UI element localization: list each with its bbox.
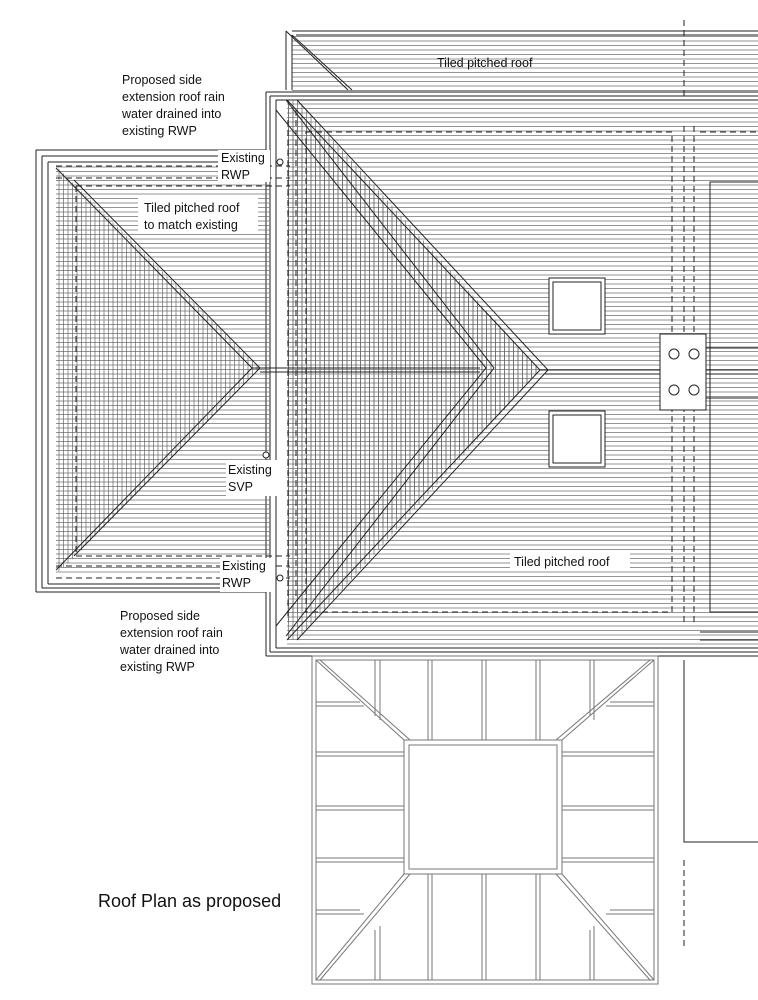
label-tiled-roof-top: Tiled pitched roof: [437, 56, 533, 70]
svg-text:RWP: RWP: [222, 576, 251, 590]
svg-text:water drained into: water drained into: [122, 107, 222, 121]
svg-text:existing RWP: existing RWP: [120, 660, 195, 674]
svg-text:RWP: RWP: [221, 168, 250, 182]
svg-text:existing RWP: existing RWP: [122, 124, 197, 138]
svg-text:to match existing: to match existing: [144, 218, 238, 232]
svg-text:Proposed side: Proposed side: [122, 73, 202, 87]
svg-text:extension roof rain: extension roof rain: [120, 626, 223, 640]
label-tiled-roof-main: [510, 552, 630, 570]
chimney-stack: [660, 334, 706, 410]
svg-text:Proposed side: Proposed side: [120, 609, 200, 623]
svg-text:Existing: Existing: [222, 559, 266, 573]
label-existing-rwp-top: [218, 150, 270, 182]
svg-text:Existing: Existing: [221, 151, 265, 165]
svg-text:extension roof rain: extension roof rain: [122, 90, 225, 104]
label-existing-svp: [226, 460, 278, 496]
svg-text:Tiled pitched roof: Tiled pitched roof: [514, 555, 610, 569]
label-proposed-top: [121, 73, 225, 138]
svg-text:Existing: Existing: [228, 463, 272, 477]
label-tiled-roof-match: [138, 198, 258, 234]
drawing-title: Roof Plan as proposed: [98, 891, 282, 911]
svg-text:SVP: SVP: [228, 480, 254, 494]
label-existing-rwp-bottom: [220, 558, 272, 592]
svg-text:water drained into: water drained into: [120, 643, 220, 657]
roof-lantern: [312, 656, 658, 984]
svg-text:Tiled pitched roof: Tiled pitched roof: [144, 201, 240, 215]
label-proposed-bottom: [119, 609, 223, 674]
